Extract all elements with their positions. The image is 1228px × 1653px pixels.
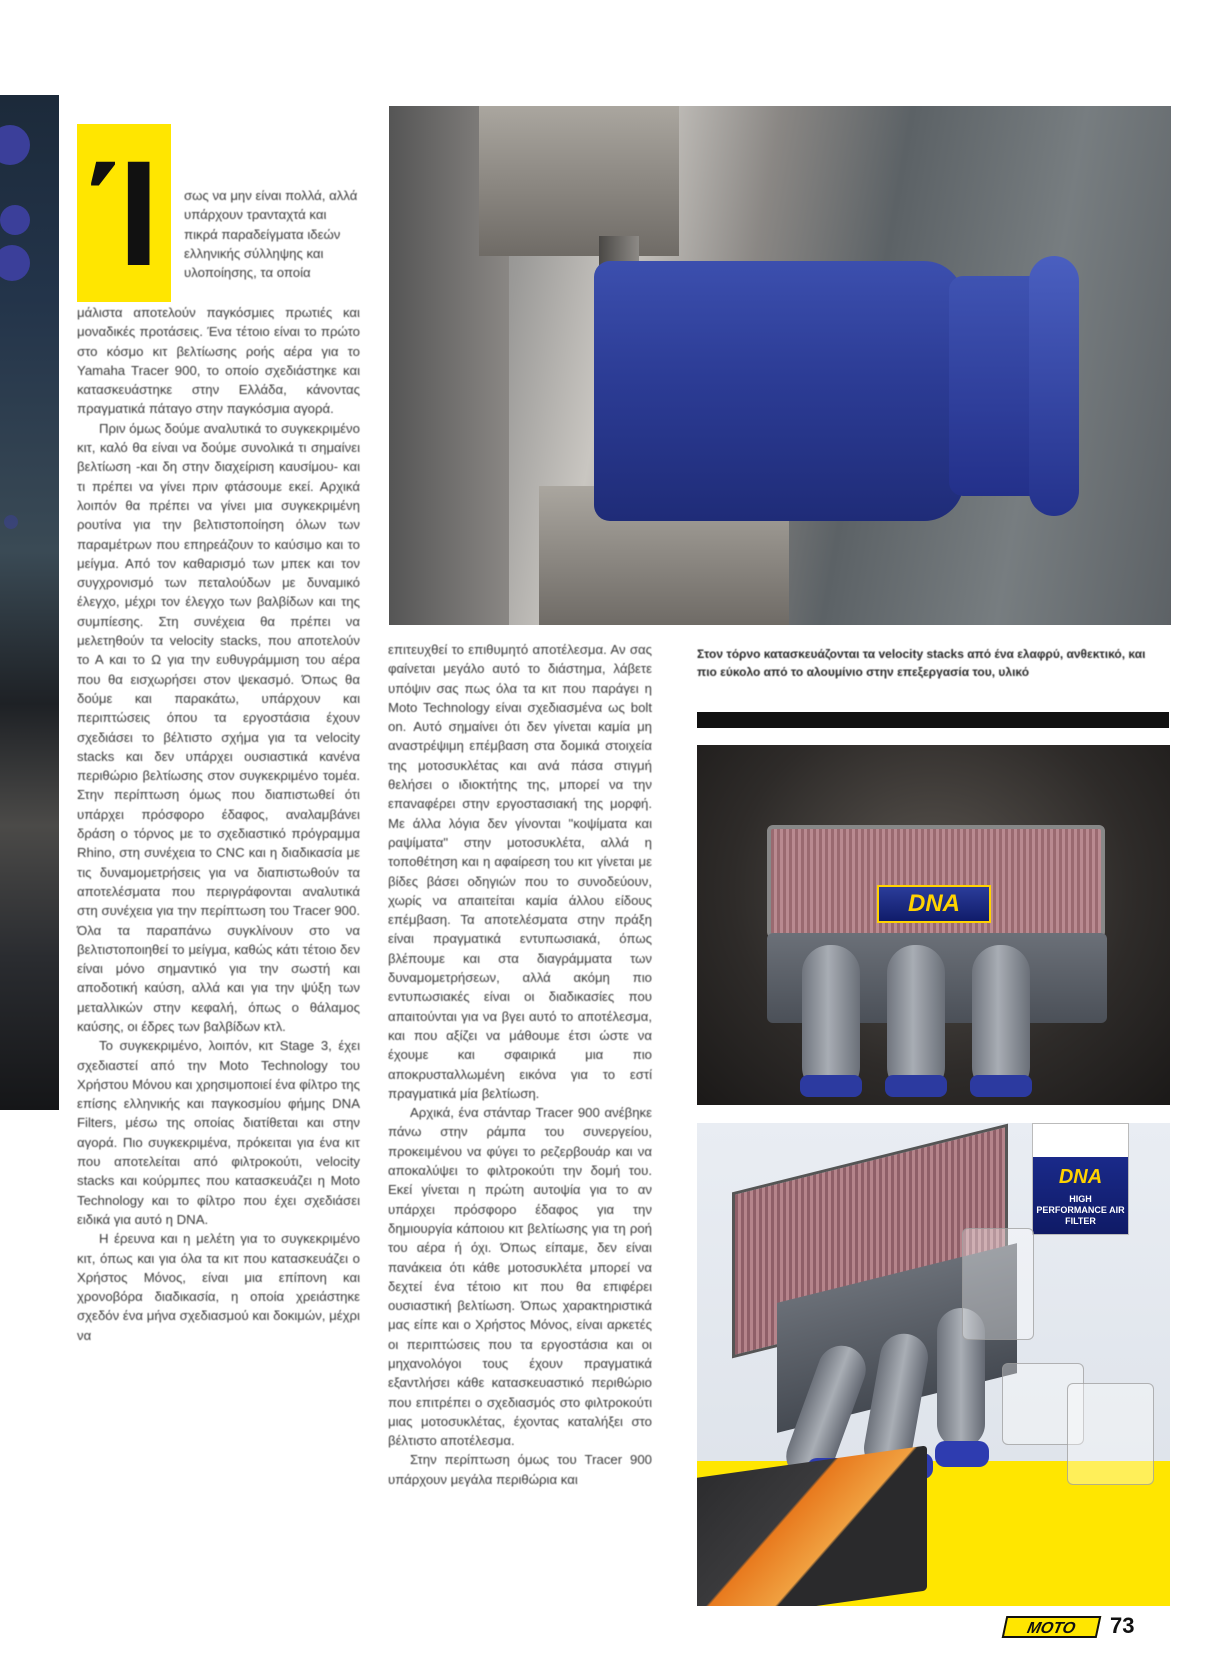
dna-logo: DNA: [877, 885, 991, 923]
filter-box-text: HIGH PERFORMANCE AIR FILTER: [1036, 1194, 1125, 1226]
page-number: 73: [1110, 1613, 1135, 1638]
paragraph: επιτευχθεί το επιθυμητό αποτέλεσμα. Αν σας φαίνεται μεγάλο αυτό το διάστημα, λάβετε υπόψιν σας πως όλα τα κιτ που παράγει η Moto Technology είναι σχεδιασμένα ως bolt on. Αυτό σημαίνει ότι δεν γίνεται καμία μη αναστρέψιμη επέμβαση στα δομικά στοιχεία της μοτοσυκλέτας και ανά πάσα στιγμή θελήσει ο ιδιοκτήτης της, μπορεί να την επαναφέρει στην εργοστασιακή της μορφή. Με άλλα λόγια δεν γίνονται "κοψίματα και ραψίματα" στην μοτοσυκλέτα, αλλά η τοποθέτηση και η αφαίρεση του κιτ γίνεται με βίδες βάσει οδηγιών που το συνοδεύουν, χωρίς να απαιτείται καμία άλλου είδους επέμβαση. Τα αποτελέσματα στην πράξη είναι πραγματικά εντυπωσιακά, όπως βλέπουμε και στα διαγράμματα των δυναμομετρήσεων, αλλά ακόμη πιο εντυπωσιακές είναι οι διαδικασίες που απαιτούνται για να βγει αυτό το αποτέλεσμα, και που αξίζει να μάθουμε έτσι ώστε να έχουμε και σφαιρικά μια πιο αποκρυσταλλωμένη εικόνα για το εστί πραγματικά μία βελτίωση.: [388, 642, 652, 1101]
filter-box-brand: DNA: [1058, 1166, 1103, 1188]
article-column-middle: [388, 640, 652, 1489]
installed-airbox-photo: [697, 745, 1170, 1105]
article-column-left: [77, 303, 360, 1345]
paragraph: Στην περίπτωση όμως του Tracer 900 υπάρχουν μεγάλα περιθώρια και: [388, 1452, 652, 1487]
paragraph: Πριν όμως δούμε αναλυτικά το συγκεκριμένο κιτ, καλό θα είναι να δούμε συνολικά τι σημαίνει βελτίωση -και δη στην διαχείριση καυσίμου- και τι πρέπει να γίνει πριν φτάσουμε εκεί. Αρχικά λοιπόν θα πρέπει να γίνει μια συγκεκριμένη ρουτίνα για την βελτιστοποίηση όλων των παραμέτρων που επηρεάζουν το καύσιμο και το μείγμα. Από τον καθαρισμό των μπεκ και τον συγχρονισμό των πεταλούδων με δυναμικό έλεγχο, μέχρι τον έλεγχο των βαλβίδων και της συμπίεσης. Στη συνέχεια θα πρέπει να μελετηθούν τα velocity stacks, που αποτελούν το Α και το Ω για την ευθυγράμμιση του αέρα που θα εισχωρήσει στον ψεκασμό. Όπως θα δούμε και παρακάτω, υπάρχουν και περιπτώσεις όπου τα εργοστάσια έχουν σχεδιάσει το βέλτιστο σχήμα για τα velocity stacks και δεν υπάρχει ουσιαστικά κανένα περιθώριο βελτίωσης στον συγκεκριμένο τομέα. Στην περίπτωση όμως που διαπιστωθεί ότι υπάρχει πρόσφορο έδαφος, αναλαμβάνει δράση ο τόρνος με το σχεδιαστικό πρόγραμμα Rhino, στη συνέχεια το CNC και η διαδικασία με τις δυναμομετρήσεις για να διαπιστωθούν τα αποτελέσματα που περιγράφονται αναλυτικά στη συνέχεια για την περίπτωση του Tracer 900. Όλα τα παραπάνω συγκλίνουν στο να βελτιστοποιηθεί το μείγμα, καθώς κάτι τέτοιο δεν είναι μόνο σημαντικό για την σωστή και αποδοτική καύση, αλλά και για την ψύξη των μεταλλικών στην κεφαλή, όπως ο θάλαμος καύσης, οι έδρες των βαλβίδων κτλ.: [77, 420, 360, 1034]
dna-filter-box: [1032, 1123, 1129, 1235]
paragraph: Η έρευνα και η μελέτη για το συγκεκριμένο κιτ, όπως και για όλα τα κιτ που κατασκευάζει ο Χρήστος Μόνος, είναι μια επίπονη και χρονοβόρα διαδικασία, η οποία χρειάστηκε σχεδόν ένα μήνα σχεδιασμού και δοκιμών, μέχρι να: [77, 1231, 360, 1343]
paragraph: μάλιστα αποτελούν παγκόσμιες πρωτιές και μοναδικές προτάσεις. Ένα τέτοιο είναι το πρώτο στο κόσμο κιτ βελτίωσης ροής αέρα για το Yamaha Tracer 900, το οποίο σχεδιάστηκε και κατασκευάστηκε στην Ελλάδα, κάνοντας πραγματικά πάταγο στην παγκόσμια αγορά.: [77, 305, 360, 417]
magazine-logo: MOTO: [1002, 1616, 1102, 1638]
left-edge-photo: [0, 95, 59, 1110]
photo-caption: Στον τόρνο κατασκευάζονται τα velocity stacks από ένα ελαφρύ, ανθεκτικό, και πιο εύκολο από το αλουμίνιο στην επεξεργασία του, υλικό: [697, 647, 1146, 679]
paragraph: Το συγκεκριμένο, λοιπόν, κιτ Stage 3, έχει σχεδιαστεί από την Moto Technology του Χρήστου Μόνου και χρησιμοποιεί ένα φίλτρο της επίσης ελληνικής και παγκοσμίου φήμης DNA Filters, μέσω της οποίας διατίθεται και στην αγορά. Πιο συγκεκριμένα, πρόκειται για ένα κιτ που αποτελείται από φιλτροκούτι, velocity stacks και κούρμπες που κατασκευάζει η Moto Technology και το φίλτρο που έχει σχεδιάσει ειδικά για αυτό η DNA.: [77, 1038, 360, 1227]
lathe-velocity-stack-photo: [389, 106, 1171, 625]
paragraph: Αρχικά, ένα στάνταρ Tracer 900 ανέβηκε πάνω στην ράμπα του συνεργείου, προκειμένου να φύγει το ρεζερβουάρ και να αποκαλύψει το φιλτροκούτι την δομή του. Εκεί γίνεται η πρώτη αυτοψία για το αν υπάρχει πρόσφορο έδαφος για την δημιουργία κάποιου κιτ βελτίωσης για τη ροή του αέρα ή όχι. Όπως είπαμε, δεν είναι πανάκεια ότι κάθε μοτοσυκλέτα μπορεί να δεχτεί ένα τέτοιο κιτ που θα επιφέρει ουσιαστική βελτίωση. Όπως χαρακτηριστικά μας είπε και ο Χρήστος Μόνος, είναι αρκετές οι περιπτώσεις που τα εργοστάσια και οι μηχανολόγοι τους έχουν πραγματικά εξαντλήσει κάθε κατασκευαστικό περιθώριο που επιτρέπει ο σχεδιασμός στο φιλτροκούτι μιας μοτοσυκλέτας, έχοντας καταλήξει στο βέλτιστο αποτέλεσμα.: [388, 1105, 652, 1449]
kit-contents-photo: [697, 1123, 1170, 1606]
kit-package-box: [697, 1445, 927, 1606]
intro-text: σως να μην είναι πολλά, αλλά υπάρχουν τρανταχτά και πικρά παραδείγματα ιδεών ελληνικής σύλληψης και υλοποίησης, τα οποία: [184, 188, 358, 281]
section-divider: [697, 712, 1169, 728]
dropcap-letter: Ί: [88, 129, 160, 297]
